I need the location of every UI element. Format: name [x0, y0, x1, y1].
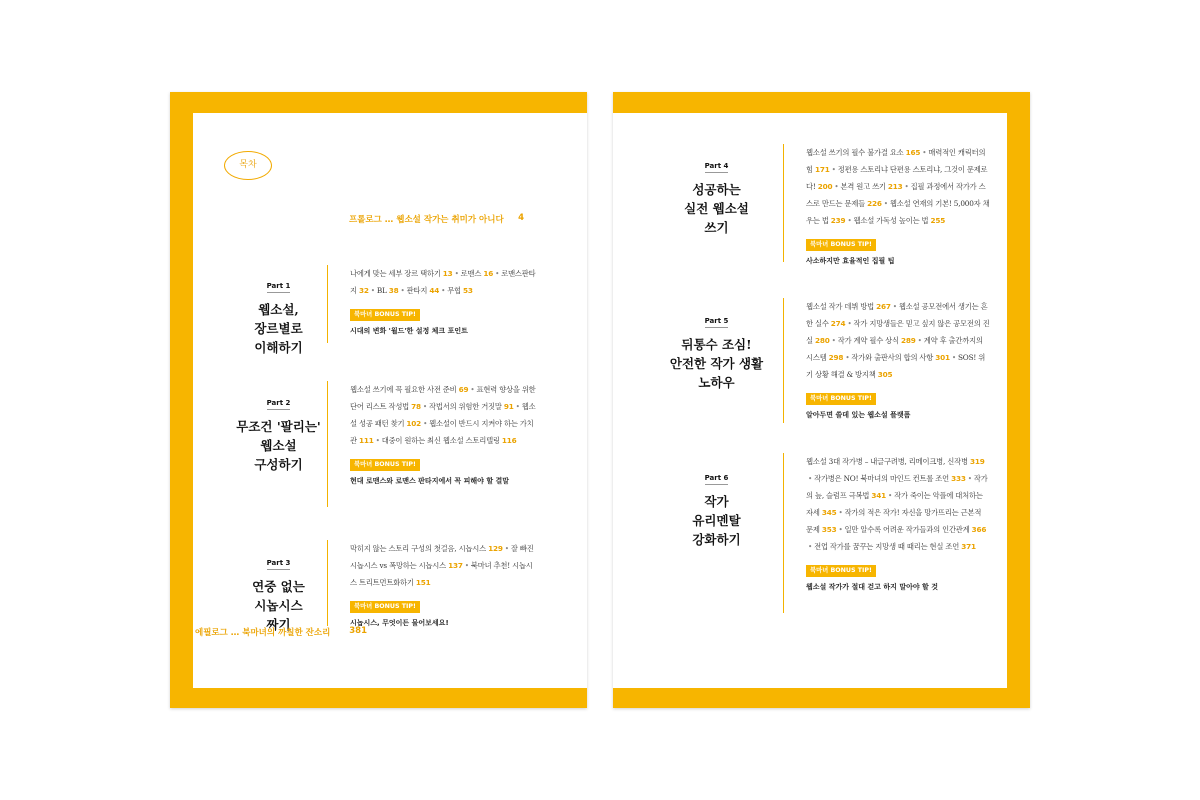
entry-list [350, 540, 539, 591]
toc-entry-title[interactable]: 작가 죽이는 악플에 대처하는 자세 [806, 491, 983, 517]
entry-separator: • [838, 525, 843, 534]
entry-separator: • [883, 199, 888, 208]
toc-entry-page: 298 [828, 353, 844, 362]
entry-separator: • [892, 302, 897, 311]
entry-separator: • [831, 336, 836, 345]
toc-entry-title[interactable]: 작가 지망생들은 믿고 싶지 않은 공모전의 진실 [806, 319, 990, 345]
entry-separator: • [400, 286, 405, 295]
entry-separator: • [922, 148, 927, 157]
toc-entry-page: 171 [814, 165, 830, 174]
toc-entry-title[interactable]: 작가와 출판사의 합의 사항 [851, 353, 936, 362]
toc-entry-title[interactable]: 정편용 스토리냐 단편용 스토리냐, 그것이 문제로다! [806, 165, 988, 191]
entry-separator: • [495, 269, 500, 278]
entry-separator: • [808, 542, 813, 551]
bonus-tip-text: 알아두면 쓸데 있는 웹소설 플랫폼 [806, 411, 911, 419]
epilogue-page: 381 [349, 626, 367, 636]
toc-entry-title[interactable]: 웹소설 가독성 높이는 법 [853, 216, 931, 225]
toc-entry-page: 319 [969, 457, 985, 466]
entry-separator: • [951, 353, 956, 362]
toc-entry-title[interactable]: 웹소설 쓰기에 꼭 필요한 사전 준비 [350, 385, 459, 394]
toc-entry-page: 32 [358, 286, 369, 295]
toc-entry-page: 151 [415, 578, 431, 587]
part-label: Part 2 [267, 399, 291, 410]
entry-list [350, 381, 539, 449]
toc-entry-title[interactable]: 북마녀 추천! 시놉시스 트리트먼트화하기 [350, 561, 533, 587]
part-2-body [327, 381, 539, 507]
entry-separator: • [441, 286, 446, 295]
entry-separator: • [470, 385, 475, 394]
part-2-heading [221, 390, 336, 474]
toc-entry-title[interactable]: 웹소설 성공 패턴 찾기 [350, 402, 536, 428]
toc-entry-title[interactable]: 작가의 적은 작가! 자신을 망가뜨리는 근본적 문제 [806, 508, 982, 534]
part-label: Part 3 [267, 559, 291, 570]
bonus-tip-text: 웹소설 작가가 절대 걷고 하지 말아야 할 것 [806, 583, 939, 591]
part-1-body [327, 265, 539, 343]
toc-entry-page: 341 [871, 491, 887, 500]
entry-separator: • [904, 182, 909, 191]
toc-entry-title[interactable]: 작가 계약 필수 상식 [837, 336, 901, 345]
toc-entry-page: 345 [821, 508, 837, 517]
part-5-body [783, 298, 990, 423]
toc-entry-page: 267 [876, 302, 891, 311]
part-6-heading [659, 465, 774, 549]
entry-separator: • [464, 561, 469, 570]
prologue-entry[interactable] [349, 213, 524, 225]
toc-entry-page: 38 [388, 286, 399, 295]
toc-entry-title[interactable]: 웹소설이 반드시 지켜야 하는 가치관 [350, 419, 534, 445]
toc-entry-title[interactable]: 일만 알수록 어려운 작가들과의 인간관계 [844, 525, 972, 534]
toc-entry-page: 280 [814, 336, 830, 345]
toc-entry-title[interactable]: 전업 작가를 꿈꾸는 지망생 때 때리는 현실 조언 [814, 542, 962, 551]
prologue-title: 프롤로그 … 웹소설 작가는 취미가 아니다 [349, 215, 504, 225]
entry-separator: • [831, 165, 836, 174]
entry-separator: • [838, 508, 843, 517]
toc-entry-title[interactable]: 웹소설 연재의 기본! 5,000자 채우는 법 [806, 199, 990, 225]
toc-entry-page: 353 [821, 525, 837, 534]
toc-entry-page: 289 [901, 336, 916, 345]
toc-entry-page: 69 [458, 385, 469, 394]
entry-list [806, 453, 990, 555]
entry-separator: • [847, 216, 852, 225]
toc-entry-page: 91 [503, 402, 514, 411]
toc-entry-page: 165 [905, 148, 921, 157]
left-page-content [193, 113, 587, 688]
bonus-tip-badge: 북마녀 BONUS TIP! [350, 601, 420, 613]
entry-separator: • [834, 182, 839, 191]
toc-entry-page: 213 [887, 182, 903, 191]
toc-entry-title[interactable]: SOS! 위기 상황 해결 & 방지책 [806, 353, 986, 379]
toc-entry-page: 102 [406, 419, 422, 428]
toc-entry-title[interactable]: 웹소설 작가 데뷔 방법 [806, 302, 877, 311]
bonus-tip-badge: 북마녀 BONUS TIP! [806, 239, 876, 251]
part-4-heading [659, 153, 774, 237]
toc-entry-title[interactable]: BL [376, 286, 389, 295]
bonus-tip-badge: 북마녀 BONUS TIP! [350, 309, 420, 321]
toc-entry-title[interactable]: 잘 빠진 시놉시스 vs 폭망하는 시놉시스 [350, 544, 534, 570]
part-label: Part 4 [705, 162, 729, 173]
right-page-content [613, 113, 1007, 688]
part-label: Part 5 [705, 317, 729, 328]
toc-entry-title[interactable]: 웹소설 공모전에서 생기는 흔한 실수 [806, 302, 988, 328]
toc-entry-page: 305 [877, 370, 893, 379]
toc-entry-page: 129 [488, 544, 503, 553]
entry-separator: • [808, 474, 813, 483]
toc-entry-title[interactable]: 막히지 않는 스토리 구성의 첫걸음, 시놉시스 [350, 544, 489, 553]
part-title: 뒤통수 조심! 안전한 작가 생활 노하우 [669, 337, 764, 390]
toc-entry-title[interactable]: 로맨스 [460, 269, 484, 278]
toc-entry-page: 78 [411, 402, 421, 411]
toc-entry-title[interactable]: 대중이 원하는 최신 웹소설 스토리텔링 [381, 436, 502, 445]
part-4-body [783, 144, 990, 265]
entry-separator: • [917, 336, 922, 345]
toc-entry-title[interactable]: 매력적인 캐릭터의 힘 [806, 148, 986, 174]
toc-entry-title[interactable]: 로맨스판타지 [350, 269, 536, 295]
toc-entry-page: 239 [830, 216, 846, 225]
toc-entry-page: 333 [951, 474, 966, 483]
toc-entry-title[interactable]: 집필 과정에서 작가가 스스로 만드는 문제들 [806, 182, 986, 208]
toc-entry-page: 200 [817, 182, 833, 191]
toc-entry-title[interactable]: 무협 [447, 286, 464, 295]
entry-separator: • [375, 436, 380, 445]
bonus-tip-badge: 북마녀 BONUS TIP! [806, 565, 876, 577]
part-6-body [783, 453, 990, 613]
toc-entry-title[interactable]: 웹소설 쓰기의 필수 불가결 요소 [806, 148, 906, 157]
toc-entry-title[interactable]: 표현력 향상을 위한 단어 리스트 작성법 [350, 385, 536, 411]
part-title: 무조건 '팔리는' 웹소설 구성하기 [236, 419, 321, 472]
toc-entry-title[interactable]: 계약 후 출간까지의 시스템 [806, 336, 983, 362]
part-title: 연중 없는 시놉시스 짜기 [252, 579, 305, 632]
entry-separator: • [515, 402, 520, 411]
part-label: Part 1 [267, 282, 291, 293]
part-title: 작가 유리멘탈 강화하기 [692, 494, 741, 547]
left-page [170, 92, 587, 708]
toc-entry-title[interactable]: 판타지 [406, 286, 430, 295]
entry-list [350, 265, 539, 299]
entry-separator: • [847, 319, 852, 328]
toc-entry-page: 226 [867, 199, 882, 208]
toc-entry-page: 137 [448, 561, 463, 570]
entry-separator: • [423, 419, 428, 428]
toc-entry-page: 16 [483, 269, 494, 278]
bonus-tip-text: 시놉시스, 무엇이든 물어보세요! [350, 619, 449, 627]
toc-entry-page: 301 [935, 353, 950, 362]
toc-entry-page: 371 [961, 542, 976, 551]
part-3-heading [221, 550, 336, 634]
toc-entry-title[interactable]: 나에게 맞는 세부 장르 택하기 [350, 269, 443, 278]
part-label: Part 6 [705, 474, 729, 485]
toc-entry-page: 111 [358, 436, 374, 445]
entry-separator: • [454, 269, 459, 278]
toc-entry-page: 366 [971, 525, 987, 534]
bonus-tip-text: 시대의 변화 '월드'한 설정 체크 포인트 [350, 327, 468, 335]
toc-entry-page: 44 [429, 286, 440, 295]
toc-entry-page: 116 [501, 436, 517, 445]
entry-list [806, 144, 990, 229]
entry-separator: • [888, 491, 893, 500]
part-5-heading [659, 308, 774, 392]
part-title: 성공하는 실전 웹소설 쓰기 [684, 182, 749, 235]
entry-separator: • [967, 474, 972, 483]
toc-entry-title[interactable]: 작법서의 위험한 거짓말 [429, 402, 504, 411]
epilogue-entry[interactable] [195, 626, 367, 638]
toc-entry-title[interactable]: 작가병은 NO! 북마녀의 마인드 컨트롤 조언 [814, 474, 952, 483]
toc-badge: 목차 [224, 151, 272, 180]
toc-entry-page: 274 [830, 319, 846, 328]
entry-separator: • [422, 402, 428, 411]
entry-separator: • [845, 353, 850, 362]
bonus-tip-text: 현대 로맨스와 로맨스 판타지에서 꼭 피해야 할 결말 [350, 477, 510, 485]
bonus-tip-badge: 북마녀 BONUS TIP! [350, 459, 420, 471]
part-title: 웹소설, 장르별로 이해하기 [254, 302, 303, 355]
bonus-tip-badge: 북마녀 BONUS TIP! [806, 393, 876, 405]
toc-entry-title[interactable]: 작가의 늪, 슬럼프 극복법 [806, 474, 988, 500]
toc-entry-title[interactable]: 웹소설 3대 작가병 – 내글구려병, 리메이크병, 신작병 [806, 457, 970, 466]
part-3-body [327, 540, 539, 626]
prologue-page: 4 [518, 213, 524, 223]
part-1-heading [221, 273, 336, 357]
epilogue-title: 에필로그 … 북마녀의 까칠한 잔소리 [195, 628, 331, 638]
bonus-tip-text: 사소하지만 효율적인 집필 팁 [806, 257, 895, 265]
entry-separator: • [504, 544, 509, 553]
toc-entry-title[interactable]: 본격 원고 쓰기 [840, 182, 888, 191]
entry-separator: • [370, 286, 375, 295]
toc-entry-page: 255 [930, 216, 946, 225]
toc-entry-page: 53 [463, 286, 473, 295]
entry-list [806, 298, 990, 383]
right-page [613, 92, 1030, 708]
toc-entry-page: 13 [442, 269, 453, 278]
